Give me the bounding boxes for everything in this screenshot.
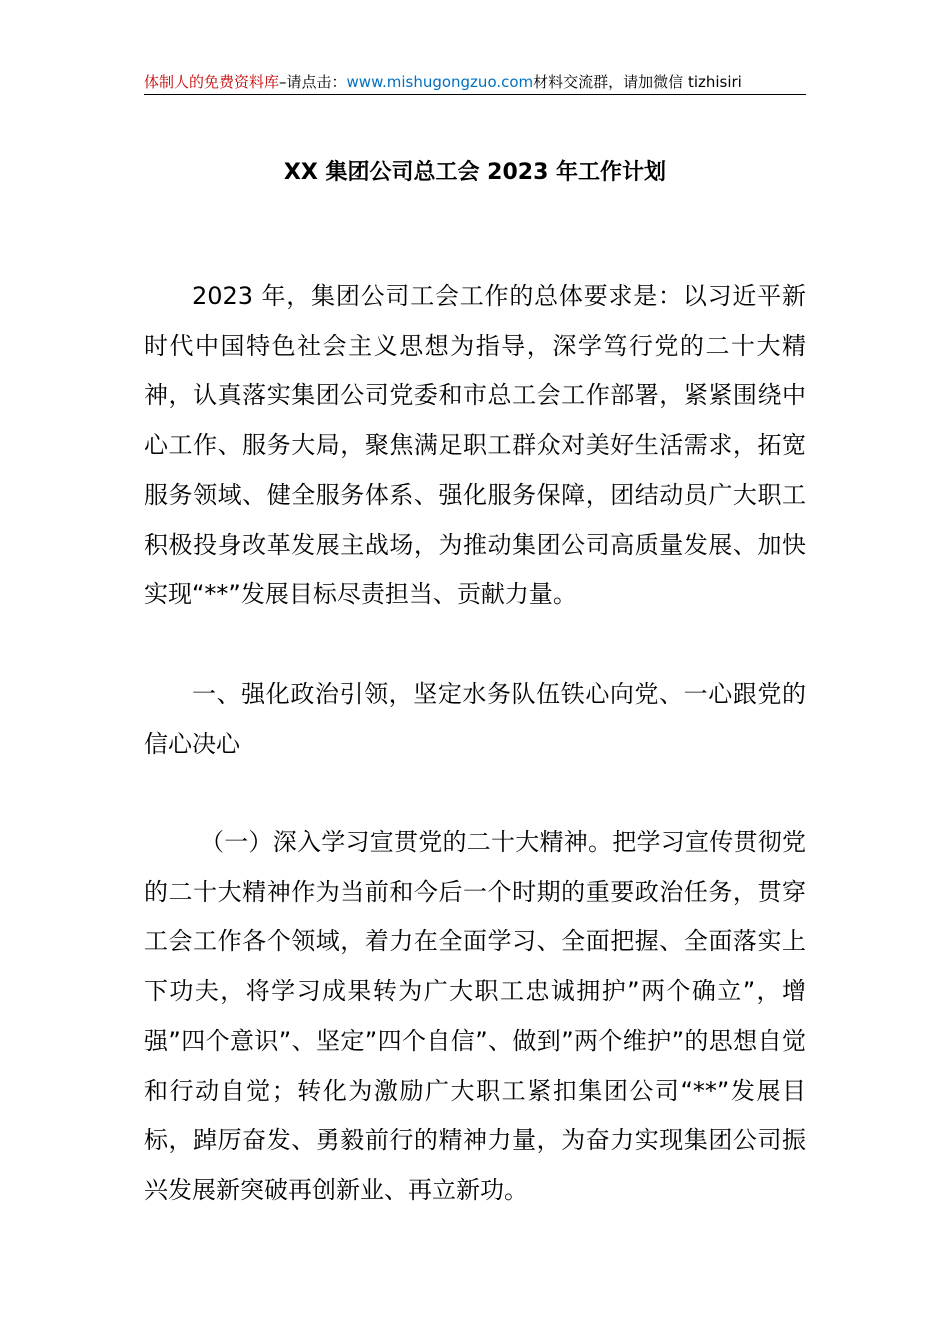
header-divider	[144, 94, 806, 95]
header-url-link[interactable]: www.mishugongzuo.com	[346, 73, 534, 91]
section-1-heading: 一、强化政治引领，坚定水务队伍铁心向党、一心跟党的信心决心	[144, 680, 806, 758]
header-prompt: –请点击：	[279, 73, 347, 91]
intro-paragraph: 2023 年，集团公司工会工作的总体要求是：以习近平新时代中国特色社会主义思想为指导，深学笃行党的二十大精神，认真落实集团公司党委和市总工会工作部署，紧紧围绕中心工作、服务大局，聚焦满足职工群众对美好生活需求，拓宽服务领域、健全服务体系、强化服务保障，团结动员广大职工积极投身改革发展主战场，为推动集团公司高质量发展、加快实现“**”发展目标尽责担当、贡献力量。	[144, 282, 806, 609]
header-contact: 材料交流群，请加微信 tizhisiri	[533, 73, 742, 91]
page-header	[144, 70, 806, 94]
document-title: XX 集团公司总工会 2023 年工作计划	[283, 160, 667, 185]
section-1-1-paragraph: （一）深入学习宣贯党的二十大精神。把学习宣传贯彻党的二十大精神作为当前和今后一个时期的重要政治任务，贯穿工会工作各个领域，着力在全面学习、全面把握、全面落实上下功夫，将学习成果转为广大职工忠诚拥护”两个确立”，增强”四个意识”、坚定”四个自信”、做到”两个维护”的思想自觉和行动自觉；转化为激励广大职工紧扣集团公司“**”发展目标，踔厉奋发、勇毅前行的精神力量，为奋力实现集团公司振兴发展新突破再创新业、再立新功。	[144, 828, 806, 1204]
header-brand: 体制人的免费资料库	[144, 73, 280, 91]
